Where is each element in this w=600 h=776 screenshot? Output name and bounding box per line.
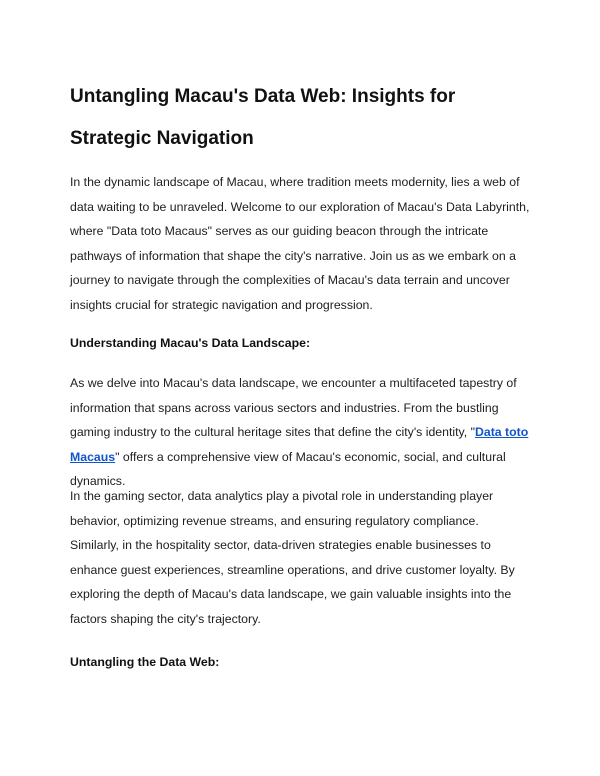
document-title: Untangling Macau's Data Web: Insights for Strategic Navigation: [70, 86, 456, 149]
section-heading-data-web: Untangling the Data Web:: [70, 655, 220, 669]
landscape-paragraph-text-start: As we delve into Macau's data landscape, we encounter a multifaceted tapestry of information that spans across various sectors and industries. From the bustling gaming industry to the cultural heritage sites that define the city's identity, ": [70, 376, 517, 440]
intro-paragraph: In the dynamic landscape of Macau, where tradition meets modernity, lies a web of data waiting to be unraveled. Welcome to our exploration of Macau's Data Labyrinth, where "Data toto Macaus" serves as our guiding beacon through the intricate pathways of information that shape the city's narrative. Join us as we embark on a journey to navigate through the complexities of Macau's data terrain and uncover insights crucial for strategic navigation and progression.: [70, 175, 530, 312]
landscape-paragraph: [70, 371, 530, 494]
landscape-paragraph-text-end: " offers a comprehensive view of Macau's economic, social, and cultural dynamics.: [70, 449, 506, 489]
data-toto-macaus-link[interactable]: Data toto Macaus: [70, 425, 529, 464]
gaming-sector-paragraph: In the gaming sector, data analytics play a pivotal role in understanding player behavior, optimizing revenue streams, and ensuring regulatory compliance. Similarly, in the hospitality sector, data-driven strategies enable businesses to enhance guest experiences, streamline operations, and drive customer loyalty. By exploring the depth of Macau's data landscape, we gain valuable insights into the factors shaping the city's trajectory.: [70, 489, 515, 626]
section-heading-landscape: Understanding Macau's Data Landscape:: [70, 336, 311, 350]
